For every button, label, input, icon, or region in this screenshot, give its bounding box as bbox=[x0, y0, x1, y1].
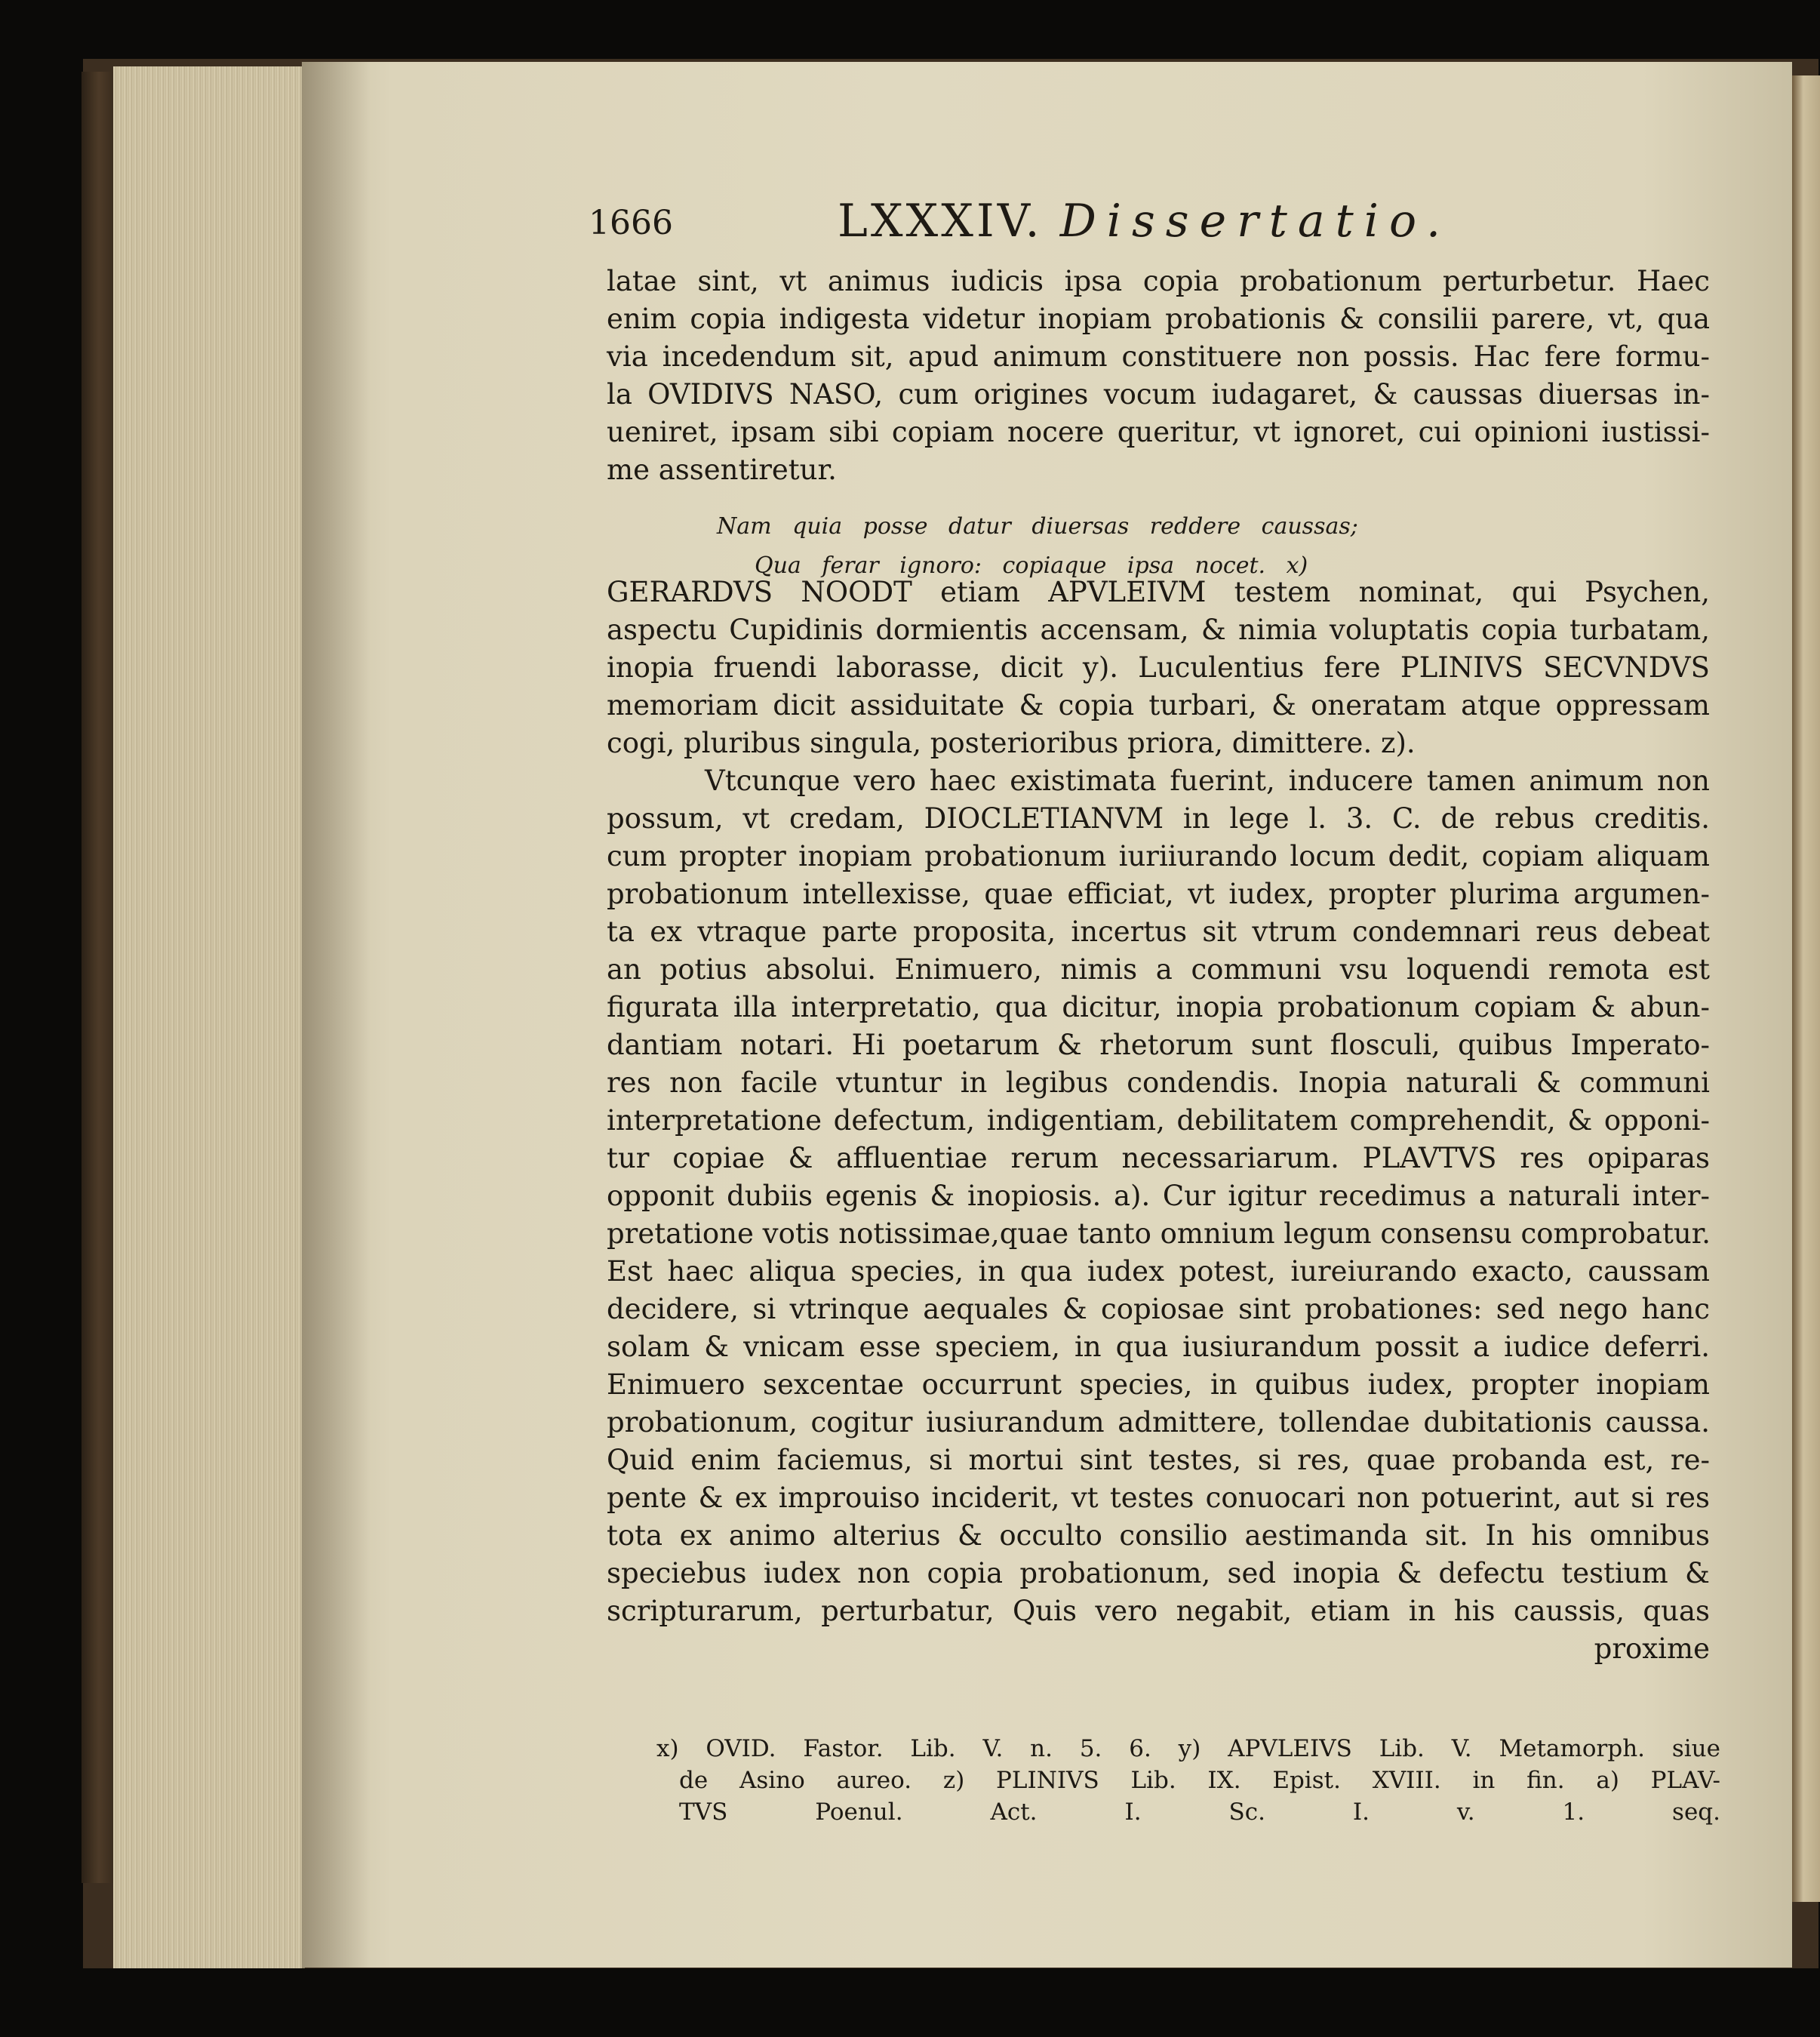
text-line: pente & ex improuiso inciderit, vt testes conuocari non potuerint, aut si res bbox=[607, 1482, 1710, 1514]
verse-quotation bbox=[717, 507, 1358, 586]
facing-page-edge bbox=[1792, 75, 1820, 1902]
text-line: opponit dubiis egenis & inopiosis. a). Cur igitur recedimus a naturali inter- bbox=[607, 1180, 1710, 1212]
verse-line: Qua ferar ignoro: copiaque ipsa nocet. x) bbox=[755, 552, 1308, 579]
text-line: tur copiae & affluentiae rerum necessariarum. PLAVTVS res opiparas bbox=[607, 1142, 1710, 1174]
catchword: proxime bbox=[1594, 1632, 1710, 1665]
text-line: an potius absolui. Enimuero, nimis a communi vsu loquendi remota est bbox=[607, 953, 1710, 986]
paragraph-2 bbox=[607, 574, 1710, 762]
footnote-line: de Asino aureo. z) PLINIVS Lib. IX. Epist. XVIII. in fin. a) PLAV- bbox=[679, 1767, 1720, 1794]
running-head-italic: Dissertatio. bbox=[1059, 195, 1452, 248]
verse-line: Nam quia posse datur diuersas reddere caussas; bbox=[717, 513, 1358, 540]
text-line: cum propter inopiam probationum iuriiurando locum dedit, copiam aliquam bbox=[607, 840, 1710, 872]
text-line: tota ex animo alterius & occulto consilio aestimanda sit. In his omnibus bbox=[607, 1519, 1710, 1552]
body-text bbox=[607, 263, 1710, 1668]
text-line: speciebus iudex non copia probationum, sed inopia & defectu testium & bbox=[607, 1557, 1710, 1589]
text-line: solam & vnicam esse speciem, in qua iusiurandum possit a iudice deferri. bbox=[607, 1331, 1710, 1363]
text-line: aspectu Cupidinis dormientis accensam, & nimia voluptatis copia turbatam, bbox=[607, 614, 1710, 646]
text-line: memoriam dicit assiduitate & copia turbari, & oneratam atque oppressam bbox=[607, 689, 1710, 722]
text-line: GERARDVS NOODT etiam APVLEIVM testem nominat, qui Psychen, bbox=[607, 576, 1710, 608]
text-line: probationum intellexisse, quae efficiat, vt iudex, propter plurima argumen- bbox=[607, 878, 1710, 910]
page-number: 1666 bbox=[589, 204, 673, 242]
text-line: ta ex vtraque parte proposita, incertus sit vtrum condemnari reus debeat bbox=[607, 915, 1710, 948]
text-line: decidere, si vtrinque aequales & copiosae sint probationes: sed nego hanc bbox=[607, 1293, 1710, 1325]
text-line: possum, vt credam, DIOCLETIANVM in lege l. 3. C. de rebus creditis. bbox=[607, 802, 1710, 835]
running-head-roman: LXXXIV. bbox=[838, 195, 1043, 248]
page-edges bbox=[113, 66, 305, 1968]
text-line: scripturarum, perturbatur, Quis vero negabit, etiam in his caussis, quas bbox=[607, 1595, 1710, 1627]
text-line: ueniret, ipsam sibi copiam nocere queritur, vt ignoret, cui opinioni iustissi- bbox=[607, 416, 1710, 448]
text-line: enim copia indigesta videtur inopiam probationis & consilii parere, vt, qua bbox=[607, 303, 1710, 335]
footnote-line: TVS Poenul. Act. I. Sc. I. v. 1. seq. bbox=[679, 1799, 1720, 1826]
text-line: la OVIDIVS NASO, cum origines vocum iudagaret, & caussas diuersas in- bbox=[607, 378, 1710, 411]
text-line: dantiam notari. Hi poetarum & rhetorum sunt flosculi, quibus Imperato- bbox=[607, 1029, 1710, 1061]
text-line: probationum, cogitur iusiurandum admittere, tollendae dubitationis caussa. bbox=[607, 1406, 1710, 1439]
text-line: Enimuero sexcentae occurrunt species, in quibus iudex, propter inopiam bbox=[607, 1368, 1710, 1401]
text-line: me assentiretur. bbox=[607, 454, 837, 486]
paragraph-3 bbox=[607, 762, 1710, 1668]
book-cover-edge bbox=[81, 72, 116, 1883]
text-line: interpretatione defectum, indigentiam, debilitatem comprehendit, & opponi- bbox=[607, 1104, 1710, 1137]
running-head bbox=[838, 195, 1451, 248]
text-line: Vtcunque vero haec existimata fuerint, inducere tamen animum non bbox=[705, 765, 1710, 797]
text-line: Est haec aliqua species, in qua iudex potest, iureiurando exacto, caussam bbox=[607, 1255, 1710, 1288]
text-line: cogi, pluribus singula, posterioribus priora, dimittere. z). bbox=[607, 727, 1416, 759]
paragraph-1 bbox=[607, 263, 1710, 489]
footnotes bbox=[656, 1733, 1720, 1828]
footnote-line: x) OVID. Fastor. Lib. V. n. 5. 6. y) APVLEIVS Lib. V. Metamorph. siue bbox=[656, 1735, 1720, 1762]
text-line: Quid enim faciemus, si mortui sint testes, si res, quae probanda est, re- bbox=[607, 1444, 1710, 1476]
gutter-shadow bbox=[302, 62, 370, 1968]
text-line: via incedendum sit, apud animum constituere non possis. Hac fere formu- bbox=[607, 340, 1710, 373]
text-line: res non facile vtuntur in legibus condendis. Inopia naturali & communi bbox=[607, 1066, 1710, 1099]
text-line: pretatione votis notissimae,quae tanto omnium legum consensu comprobatur. bbox=[607, 1217, 1711, 1250]
text-line: latae sint, vt animus iudicis ipsa copia probationum perturbetur. Haec bbox=[607, 265, 1710, 297]
text-line: figurata illa interpretatio, qua dicitur, inopia probationum copiam & abun- bbox=[607, 991, 1710, 1023]
text-line: inopia fruendi laborasse, dicit y). Luculentius fere PLINIVS SECVNDVS bbox=[607, 651, 1710, 684]
